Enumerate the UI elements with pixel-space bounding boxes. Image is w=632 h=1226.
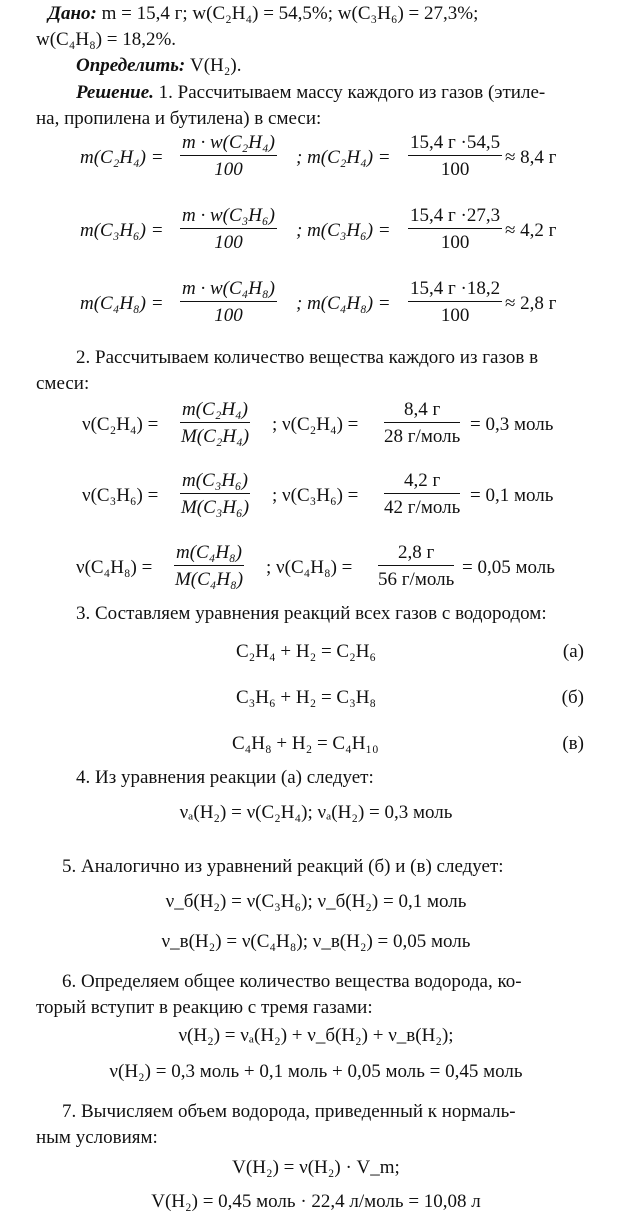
reaction-tag-a: (а) — [562, 641, 584, 662]
solution-line-1 — [76, 81, 545, 105]
moles-fraction: $\frac{\text{m(C₂H₄)}}{\text{M(C₂H₄)}}$ — [180, 399, 250, 447]
moles-fraction: $\frac{\text{m(C₄H₈)}}{\text{M(C₄H₈)}}$ — [174, 542, 244, 590]
step7-text-1: 7. Вычисляем объем водорода, приведенный к нормаль- — [62, 1101, 516, 1122]
moles-mid: ; ν(C₄H₈) = — [266, 557, 353, 578]
moles-result: = 0,05 моль — [462, 557, 555, 578]
eq6b: ν(H₂) = 0,3 моль + 0,1 моль + 0,05 моль = 0,45 моль — [109, 1061, 523, 1082]
mass-fraction: $\frac{\text{m · w(C₃H₆)}}{100}$ — [182, 205, 275, 253]
moles-result: = 0,1 моль — [470, 485, 554, 506]
step4-text: 4. Из уравнения реакции (а) следует: — [76, 767, 374, 788]
given-values-1: m = 15,4 г; w(C₂H₄) = 54,5%; w(C₃H₆) = 27,3%; — [101, 3, 479, 24]
moles-lhs: ν(C₂H₄) = — [82, 414, 159, 435]
step2-text-1: 2. Рассчитываем количество вещества каждого из газов в — [76, 347, 539, 368]
step3-text: 3. Составляем уравнения реакций всех газов с водородом: — [76, 603, 547, 624]
moles-result: = 0,3 моль — [470, 414, 554, 435]
step5-text: 5. Аналогично из уравнений реакций (б) и (в) следует: — [62, 856, 504, 877]
moles-calc-fraction: 4,2 г 42 г/моль — [384, 470, 461, 518]
mass-lhs: m(C₂H₄) = — [80, 147, 164, 168]
reaction-tag-c: (в) — [562, 733, 584, 754]
given-values-2: w(C₄H₈) = 18,2%. — [36, 29, 177, 50]
find-line — [76, 54, 241, 78]
eq4: νₐ(H₂) = ν(C₂H₄); νₐ(H₂) = 0,3 моль — [179, 802, 453, 823]
step1-text-2: на, пропилена и бутилена) в смеси: — [36, 108, 322, 129]
moles-calc-fraction: 8,4 г 28 г/моль — [384, 399, 461, 447]
eq6a: ν(H₂) = νₐ(H₂) + ν_б(H₂) + ν_в(H₂); — [178, 1025, 454, 1046]
step2-text-2: смеси: — [36, 373, 90, 394]
eq5a: ν_б(H₂) = ν(C₃H₆); ν_б(H₂) = 0,1 моль — [165, 891, 467, 912]
mass-calc-fraction: 15,4 г ·18,2 100 — [410, 278, 501, 326]
mass-calc-fraction: 15,4 г ·27,3 100 — [410, 205, 501, 253]
moles-lhs: ν(C₃H₆) = — [82, 485, 159, 506]
eq7a: V(H₂) = ν(H₂) · V_m; — [232, 1157, 400, 1178]
moles-mid: ; ν(C₃H₆) = — [272, 485, 359, 506]
mass-fraction: $\frac{\text{m · w(C₄H₈)}}{100}$ — [182, 278, 275, 326]
reaction-tag-b: (б) — [561, 687, 584, 708]
mass-mid: ; m(C₄H₈) = — [296, 293, 391, 314]
mass-result: ≈ 8,4 г — [505, 147, 557, 168]
mass-fraction: $\frac{\text{m · w(C₂H₄)}}{100}$ — [182, 132, 275, 180]
reaction-a: C₂H₄ + H₂ = C₂H₆ — [236, 641, 377, 662]
mass-result: ≈ 4,2 г — [505, 220, 557, 241]
reaction-c: C₄H₈ + H₂ = C₄H₁₀ — [232, 733, 379, 754]
find-value: V(H₂). — [190, 55, 242, 76]
given-label: Дано: — [48, 3, 97, 24]
solution-label: Решение. — [76, 82, 154, 103]
eq7b: V(H₂) = 0,45 моль · 22,4 л/моль = 10,08 л — [151, 1191, 481, 1212]
moles-calc-fraction: 2,8 г 56 г/моль — [378, 542, 455, 590]
mass-mid: ; m(C₃H₆) = — [296, 220, 391, 241]
mass-result: ≈ 2,8 г — [505, 293, 557, 314]
step7-text-2: ным условиям: — [36, 1127, 158, 1148]
eq5b: ν_в(H₂) = ν(C₄H₈); ν_в(H₂) = 0,05 моль — [161, 931, 471, 952]
mass-calc-fraction: 15,4 г ·54,5 100 — [410, 132, 501, 180]
mass-lhs: m(C₄H₈) = — [80, 293, 164, 314]
mass-mid: ; m(C₂H₄) = — [296, 147, 391, 168]
reaction-b: C₃H₆ + H₂ = C₃H₈ — [236, 687, 377, 708]
moles-mid: ; ν(C₂H₄) = — [272, 414, 359, 435]
mass-lhs: m(C₃H₆) = — [80, 220, 164, 241]
step6-text-2: торый вступит в реакцию с тремя газами: — [36, 997, 373, 1018]
step6-text-1: 6. Определяем общее количество вещества водорода, ко- — [62, 971, 522, 992]
moles-lhs: ν(C₄H₈) = — [76, 557, 153, 578]
step1-text-1: 1. Рассчитываем массу каждого из газов (этиле- — [158, 82, 546, 103]
given-line-1 — [48, 2, 478, 26]
moles-fraction: $\frac{\text{m(C₃H₆)}}{\text{M(C₃H₆)}}$ — [180, 470, 250, 518]
find-label: Определить: — [76, 55, 186, 76]
